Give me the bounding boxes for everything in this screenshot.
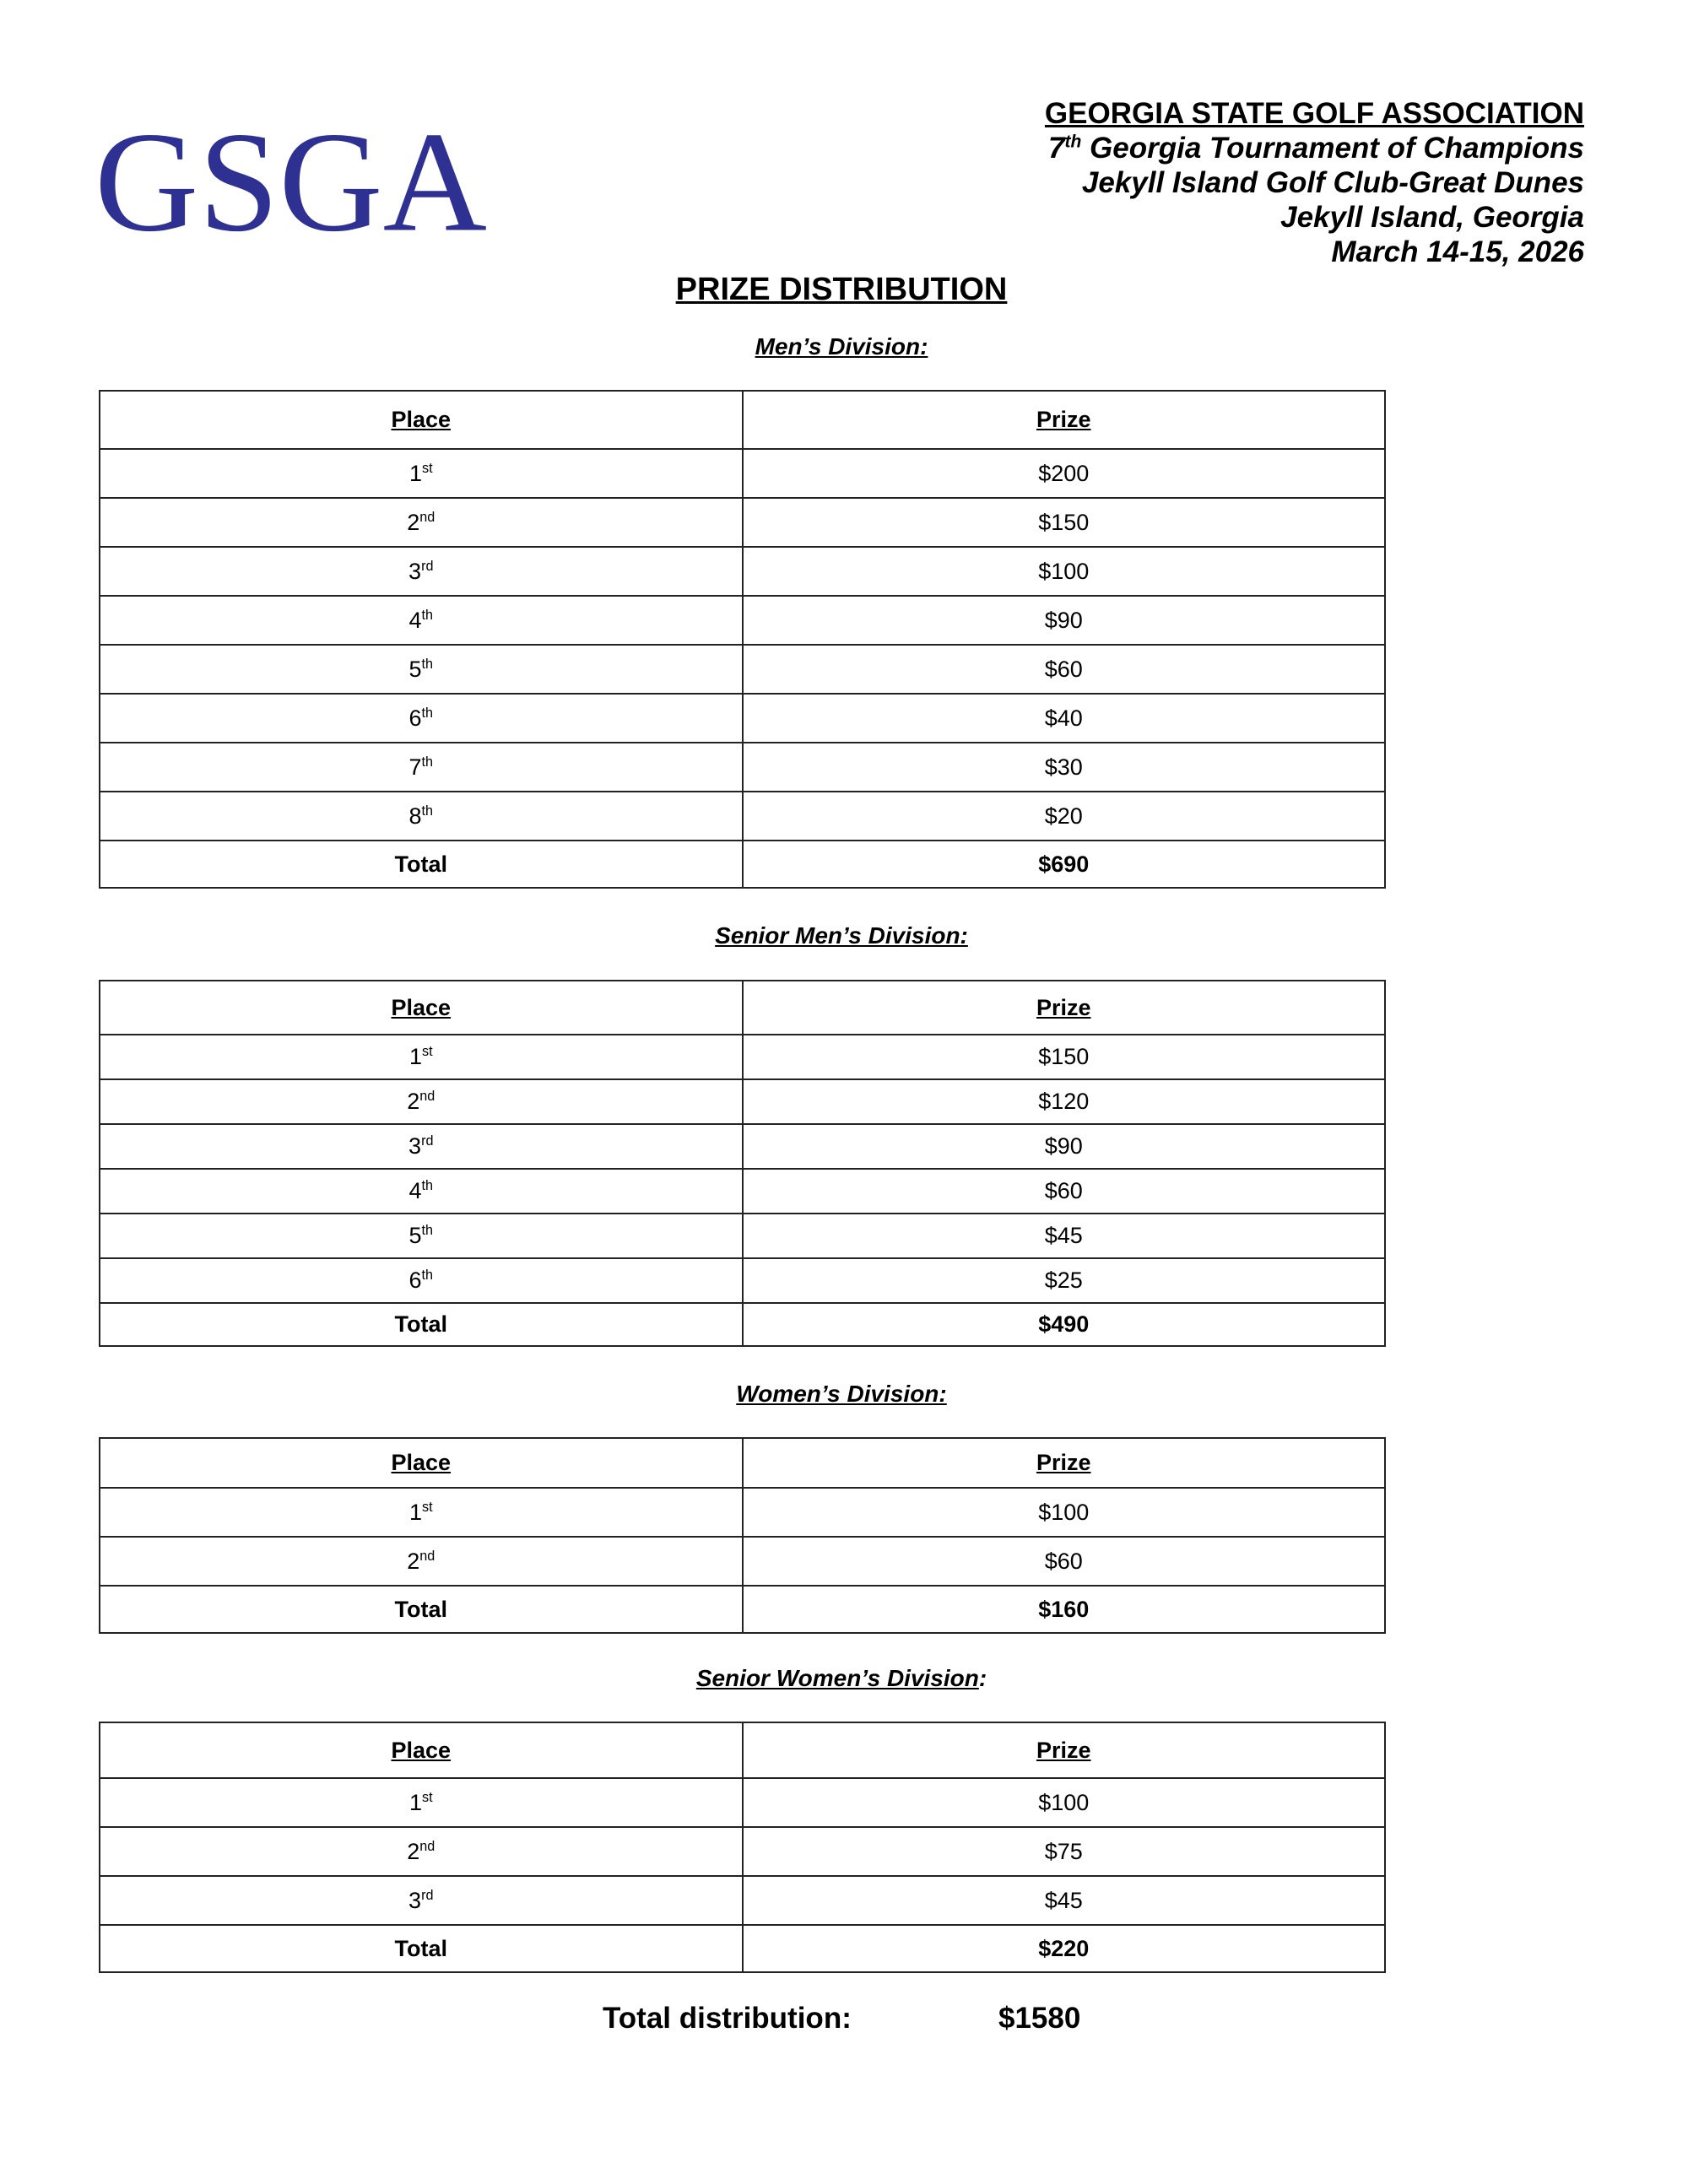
col-prize: Prize [743,1438,1386,1488]
place-cell: 2nd [100,1079,743,1124]
table-row [100,1258,1385,1303]
division-label: Women’s Division: [736,1381,947,1407]
prize-table [99,1722,1386,1973]
table-row [100,1124,1385,1169]
total-row [100,1925,1385,1972]
prize-cell: $100 [743,1488,1386,1537]
page-title: PRIZE DISTRIBUTION [675,272,1008,307]
col-place: Place [100,391,743,449]
prize-cell: $90 [743,1124,1386,1169]
total-value: $160 [743,1586,1386,1633]
event-header [1045,96,1584,269]
grand-total-label: Total distribution: [603,2002,852,2035]
total-value: $490 [743,1303,1386,1346]
prize-cell: $25 [743,1258,1386,1303]
gsga-logo [95,103,491,262]
table-header [100,1722,1385,1778]
table-row [100,547,1385,596]
col-prize: Prize [743,1722,1386,1778]
total-label: Total [100,841,743,888]
division-label: Senior Men’s Division: [715,922,968,949]
place-cell: 6th [100,1258,743,1303]
grand-total-value: $1580 [998,2002,1081,2035]
prize-table [99,1437,1386,1634]
place-cell: 1st [100,449,743,498]
table-row [100,1537,1385,1586]
place-cell: 7th [100,743,743,792]
place-cell: 5th [100,645,743,694]
table-row [100,645,1385,694]
prize-table [99,980,1386,1347]
venue: Jekyll Island Golf Club-Great Dunes [1081,166,1584,199]
prize-cell: $75 [743,1827,1386,1876]
total-value: $690 [743,841,1386,888]
prize-cell: $45 [743,1876,1386,1925]
location: Jekyll Island, Georgia [1280,201,1584,234]
division-label: Senior Women’s Division: [695,1665,987,1691]
col-prize: Prize [743,391,1386,449]
table-row [100,498,1385,547]
table-row [100,1488,1385,1537]
prize-cell: $60 [743,1169,1386,1214]
division-label: Men’s Division: [755,333,928,359]
total-row [100,1303,1385,1346]
place-cell: 4th [100,1169,743,1214]
event-name: 7th Georgia Tournament of Champions [1048,132,1584,165]
col-place: Place [100,1438,743,1488]
table-row [100,1214,1385,1258]
prize-cell: $20 [743,792,1386,841]
place-cell: 2nd [100,498,743,547]
table-row [100,792,1385,841]
col-place: Place [100,1722,743,1778]
prize-cell: $40 [743,694,1386,743]
table-row [100,1169,1385,1214]
place-cell: 1st [100,1778,743,1827]
table-header [100,1438,1385,1488]
table-row [100,1876,1385,1925]
col-place: Place [100,981,743,1035]
prize-table [99,390,1386,889]
place-cell: 4th [100,596,743,645]
table-row [100,1035,1385,1079]
table-row [100,1079,1385,1124]
total-value: $220 [743,1925,1386,1972]
total-label: Total [100,1586,743,1633]
total-row [100,1586,1385,1633]
table-header [100,391,1385,449]
svg-text:GSGA: GSGA [95,103,487,262]
place-cell: 5th [100,1214,743,1258]
place-cell: 8th [100,792,743,841]
dates: March 14-15, 2026 [1331,235,1584,268]
place-cell: 3rd [100,1876,743,1925]
table-row [100,743,1385,792]
table-row [100,1827,1385,1876]
prize-cell: $200 [743,449,1386,498]
place-cell: 3rd [100,1124,743,1169]
prize-cell: $60 [743,1537,1386,1586]
total-label: Total [100,1925,743,1972]
prize-cell: $60 [743,645,1386,694]
prize-cell: $120 [743,1079,1386,1124]
prize-cell: $30 [743,743,1386,792]
table-row [100,694,1385,743]
place-cell: 6th [100,694,743,743]
total-label: Total [100,1303,743,1346]
prize-cell: $90 [743,596,1386,645]
prize-cell: $150 [743,1035,1386,1079]
table-row [100,1778,1385,1827]
prize-cell: $100 [743,547,1386,596]
org-name: GEORGIA STATE GOLF ASSOCIATION [1044,97,1584,130]
col-prize: Prize [743,981,1386,1035]
prize-cell: $150 [743,498,1386,547]
place-cell: 2nd [100,1537,743,1586]
place-cell: 1st [100,1035,743,1079]
place-cell: 3rd [100,547,743,596]
place-cell: 1st [100,1488,743,1537]
table-header [100,981,1385,1035]
prize-cell: $45 [743,1214,1386,1258]
table-row [100,449,1385,498]
table-row [100,596,1385,645]
prize-cell: $100 [743,1778,1386,1827]
place-cell: 2nd [100,1827,743,1876]
total-row [100,841,1385,888]
